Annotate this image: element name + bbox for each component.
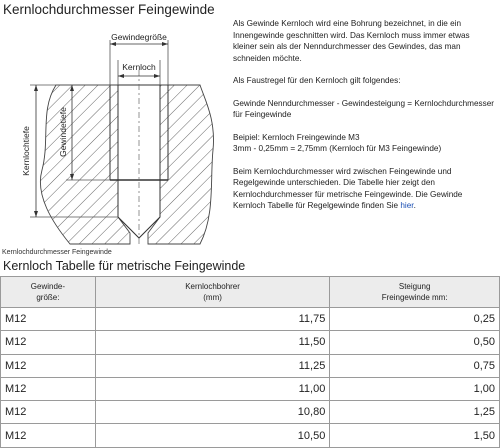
cell-pitch: 0,75 (330, 354, 500, 377)
cell-size: M12 (1, 424, 96, 447)
page-title: Kernlochdurchmesser Feingewinde (3, 2, 215, 17)
cell-size: M12 (1, 308, 96, 331)
paragraph-intro: Als Gewinde Kernloch wird eine Bohrung bezeichnet, in die ein Innengewinde geschnitten wird. Das Kernloch muss immer etwas kleiner sein als der Nenndurchmesser des Gewindes, das man schneiden möchte. (233, 19, 470, 63)
header-steigung: Steigung Freingewinde mm: (330, 277, 500, 308)
label-gewindetiefe: Gewindetiefe (58, 107, 68, 157)
cell-size: M12 (1, 401, 96, 424)
table-header-row (1, 277, 500, 308)
cell-pitch: 1,50 (330, 424, 500, 447)
cell-drill: 11,00 (95, 377, 330, 400)
cell-pitch: 1,25 (330, 401, 500, 424)
regelgewinde-link[interactable]: hier (400, 201, 414, 211)
thread-diagram-svg (0, 30, 225, 248)
label-gewindegroesse: Gewindegröße (111, 32, 167, 42)
material-left (40, 85, 130, 244)
fine-thread-table (0, 276, 500, 448)
table-row (1, 354, 500, 377)
cell-pitch: 1,00 (330, 377, 500, 400)
paragraph-rule-intro: Als Faustregel für den Kernloch gilt folgendes: (233, 76, 401, 86)
cell-drill: 11,25 (95, 354, 330, 377)
cell-drill: 11,50 (95, 331, 330, 354)
table-note-text: Beim Kernlochdurchmesser wird zwischen Feingewinde und Regelgewinde unterschieden. Die Tabelle hier zeigt den Kernlochdurchmesser für metrische Feingewinde. Die Gewinde Kernloch Tabelle für Regelgewinde finden Sie (233, 166, 463, 211)
label-kernloch: Kernloch (122, 62, 156, 72)
paragraph-table-note (233, 166, 495, 212)
table-row (1, 308, 500, 331)
description-text (233, 18, 495, 223)
cell-drill: 10,80 (95, 401, 330, 424)
table-row (1, 331, 500, 354)
cell-pitch: 0,50 (330, 331, 500, 354)
table-title: Kernloch Tabelle für metrische Feingewinde (3, 259, 246, 273)
cell-size: M12 (1, 377, 96, 400)
cell-pitch: 0,25 (330, 308, 500, 331)
cell-drill: 10,50 (95, 424, 330, 447)
header-gewindegroesse: Gewinde- größe: (1, 277, 96, 308)
label-kernlochtiefe: Kernlochtiefe (21, 126, 31, 176)
paragraph-example (233, 132, 495, 155)
table-row (1, 377, 500, 400)
cell-size: M12 (1, 354, 96, 377)
cell-drill: 11,75 (95, 308, 330, 331)
paragraph-formula: Gewinde Nenndurchmesser - Gewindesteigung = Kernlochdurchmesser für Feingewinde (233, 98, 494, 120)
table-row (1, 424, 500, 447)
figure-caption: Kernlochdurchmesser Feingewinde (2, 249, 112, 256)
example-line-2: 3mm - 0,25mm = 2,75mm (Kernloch für M3 Feingewinde) (233, 144, 442, 154)
table-row (1, 401, 500, 424)
thread-diagram (0, 30, 225, 248)
table-note-end: . (413, 201, 416, 211)
example-line-1: Beipiel: Kernloch Freingewinde M3 (233, 132, 360, 142)
cell-size: M12 (1, 331, 96, 354)
header-kernlochbohrer: Kernlochbohrer (mm) (95, 277, 330, 308)
